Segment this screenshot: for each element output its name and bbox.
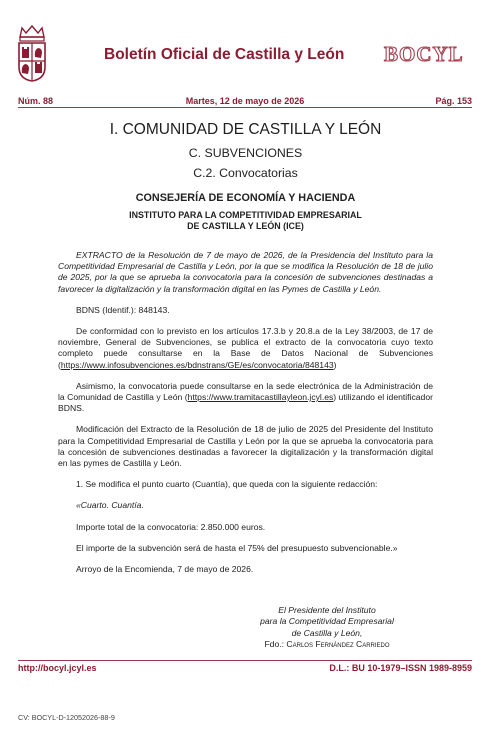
bocyl-logo: BOCYL (384, 42, 464, 66)
footer-divider (18, 660, 472, 661)
document-body (58, 120, 433, 575)
signature-line2: para la Competitividad Empresarial (260, 616, 394, 627)
verification-code: CV: BOCYL-D-12052026-88-9 (18, 713, 115, 722)
signature-line1: El Presidente del Instituto (278, 605, 376, 615)
subsubsection-title: C.2. Convocatorias (193, 166, 298, 180)
item-one-paragraph: 1. Se modifica el punto cuarto (Cuantía), que queda con la siguiente redacción: (76, 479, 378, 490)
tramita-link[interactable]: https://www.tramitacastillayleon.jcyl.es (187, 392, 334, 403)
page-footer (18, 663, 472, 675)
electronic-office-paragraph (58, 381, 433, 415)
electronic-office-text: Asimismo, la convocatoria puede consultarse en la sede electrónica de la Administración de la Comunidad de Castilla y León ( (58, 380, 433, 403)
issue-number: Núm. 88 (18, 96, 54, 106)
signatory (232, 639, 422, 650)
page-header (0, 0, 491, 100)
bdns-identifier: BDNS (Identif.): 848143. (76, 304, 170, 315)
bdns-link[interactable]: https://www.infosubvenciones.es/bdnstrans/GE/es/convocatoria/848143 (60, 359, 334, 370)
percentage-paragraph: El importe de la subvención será de hasta el 75% del presupuesto subvencionable.» (76, 542, 398, 553)
legal-basis-text-end: ) (333, 359, 337, 370)
institute-heading-line2: DE CASTILLA Y LEÓN (ICE) (187, 221, 304, 231)
subsection-title: C. SUBVENCIONES (188, 146, 303, 160)
modification-paragraph: Modificación del Extracto de la Resolución de 18 de julio de 2025 del Presidente del Instituto para la Competitividad Empresarial de Castilla y León por la que se aprueba la convocatoria para la concesión de subvenciones destinadas a favorecer la digitalización y la transformación digital en las pymes de Castilla y León. (58, 424, 433, 469)
footer-url-link[interactable]: http://bocyl.jcyl.es (18, 663, 97, 673)
legal-basis-text: De conformidad con lo previsto en los artículos 17.3.b y 20.8.a de la Ley 38/2003, de 17 de noviembre, General de Subvenciones, se publica el extracto de la convocatoria cuyo texto completo puede consultarse en la Base de Datos Nacional de Subvenciones ( (58, 326, 433, 370)
extract-paragraph: EXTRACTO de la Resolución de 7 de mayo de 2026, de la Presidencia del Instituto para la Competitividad Empresarial de Castilla y León, por la que se modifica la Resolución de 18 de julio de 2025, por la que se aprueba la convocatoria para la concesión de subvenciones destinadas a favorecer la digitalización y la transformación digital en las Pymes de Castilla y León. (58, 250, 433, 294)
signatory-name: Carlos Fernández Carriedo (286, 639, 390, 650)
coat-of-arms-icon (16, 23, 48, 83)
signature-block (232, 605, 422, 651)
institute-heading-line1: INSTITUTO PARA LA COMPETITIVIDAD EMPRESARIAL (129, 210, 362, 220)
signatory-prefix: Fdo.: (264, 639, 287, 650)
legal-basis-paragraph (58, 326, 433, 371)
legal-deposit-issn: D.L.: BU 10-1979–ISSN 1989-8959 (329, 663, 472, 673)
electronic-office-text-end: ) utilizando el identificador BDNS. (58, 392, 433, 414)
header-divider (18, 107, 472, 108)
bulletin-title: Boletín Oficial de Castilla y León (104, 46, 345, 63)
issue-date: Martes, 12 de mayo de 2026 (185, 96, 305, 106)
page-number: Pág. 153 (435, 96, 472, 106)
organization-heading: CONSEJERÍA DE ECONOMÍA Y HACIENDA (135, 192, 356, 204)
place-date-paragraph: Arroyo de la Encomienda, 7 de mayo de 2026. (76, 564, 254, 575)
section-title: I. COMUNIDAD DE CASTILLA Y LEÓN (109, 121, 382, 138)
signature-line3: de Castilla y León, (291, 627, 363, 638)
total-amount-paragraph: Importe total de la convocatoria: 2.850.000 euros. (76, 521, 266, 532)
quote-heading: «Cuarto. Cuantía. (76, 500, 144, 511)
